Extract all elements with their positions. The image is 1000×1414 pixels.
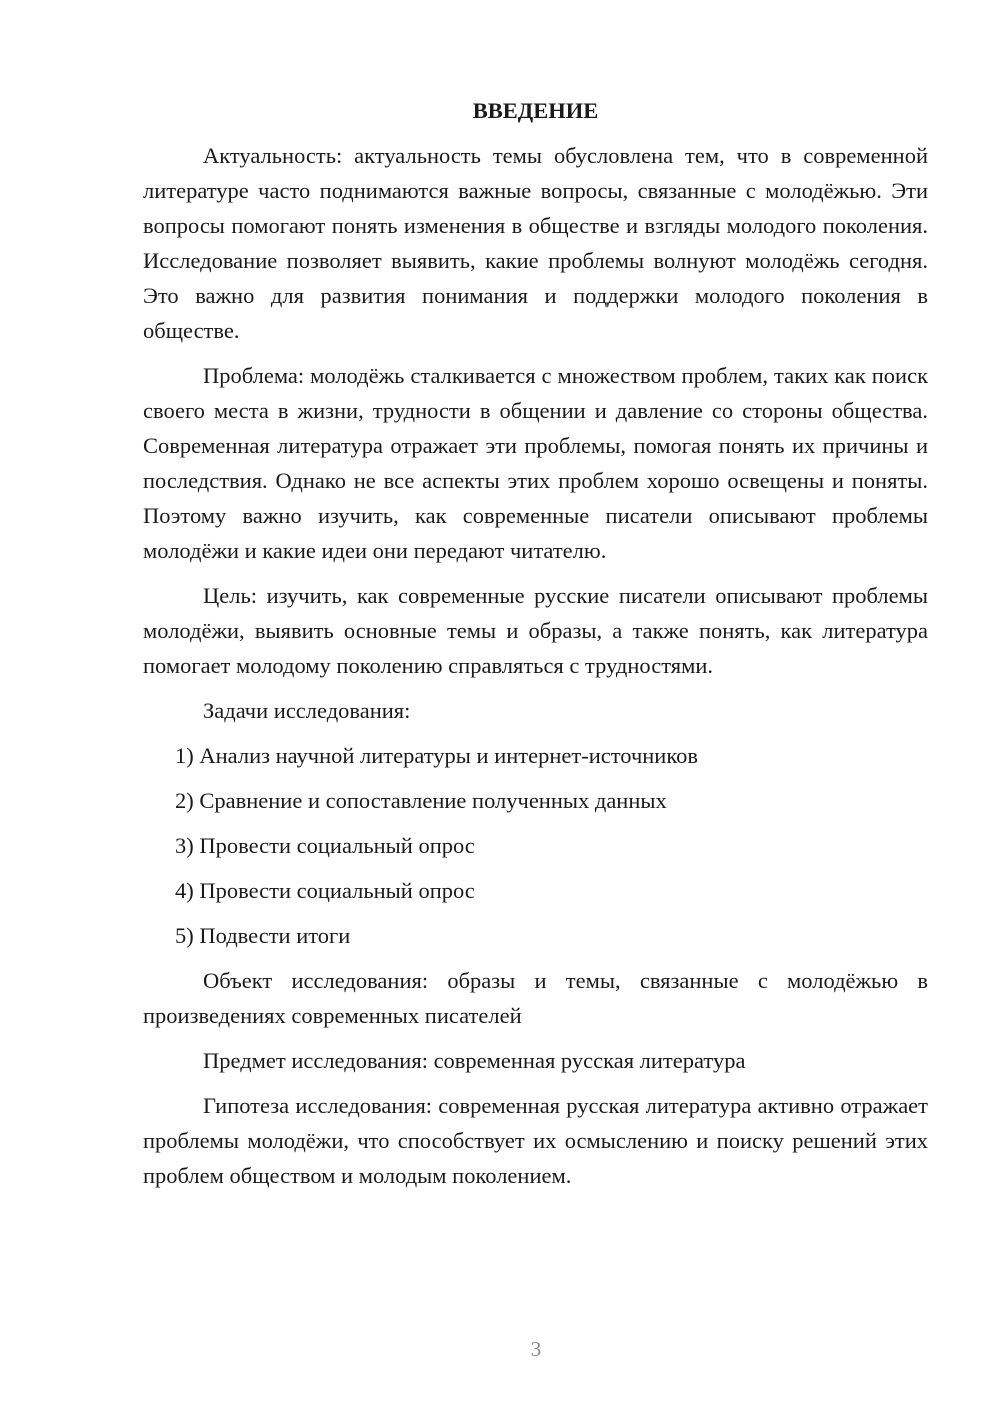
object-paragraph: Объект исследования: образы и темы, связанные с молодёжью в произведениях современных писателей bbox=[143, 968, 928, 1028]
tasks-list bbox=[143, 738, 928, 953]
task-item: 1) Анализ научной литературы и интернет-источников bbox=[175, 743, 699, 768]
goal-paragraph: Цель: изучить, как современные русские писатели описывают проблемы молодёжи, выявить основные темы и образы, а также понять, как литература помогает молодому поколению справляться с трудностями. bbox=[143, 583, 928, 678]
task-item: 5) Подвести итоги bbox=[175, 923, 351, 948]
task-item: 3) Провести социальный опрос bbox=[175, 833, 475, 858]
tasks-title: Задачи исследования: bbox=[203, 698, 411, 723]
section-heading: ВВЕДЕНИЕ bbox=[472, 98, 599, 123]
page-number: 3 bbox=[530, 1337, 542, 1361]
task-item: 2) Сравнение и сопоставление полученных данных bbox=[175, 788, 667, 813]
hypothesis-paragraph: Гипотеза исследования: современная русская литература активно отражает проблемы молодёжи, что способствует их осмыслению и поиску решений этих проблем обществом и молодым поколением. bbox=[143, 1093, 928, 1188]
task-item: 4) Провести социальный опрос bbox=[175, 878, 475, 903]
relevance-paragraph: Актуальность: актуальность темы обусловлена тем, что в современной литературе часто поднимаются важные вопросы, связанные с молодёжью. Эти вопросы помогают понять изменения в обществе и взгляды молодого поколения. Исследование позволяет выявить, какие проблемы волнуют молодёжь сегодня. Это важно для развития понимания и поддержки молодого поколения в обществе. bbox=[143, 143, 928, 343]
page-content bbox=[143, 93, 928, 1203]
problem-paragraph: Проблема: молодёжь сталкивается с множеством проблем, таких как поиск своего места в жизни, трудности в общении и давление со стороны общества. Современная литература отражает эти проблемы, помогая понять их причины и последствия. Однако не все аспекты этих проблем хорошо освещены и поняты. Поэтому важно изучить, как современные писатели описывают проблемы молодёжи и какие идеи они передают читателю. bbox=[143, 363, 928, 563]
subject-paragraph: Предмет исследования: современная русская литература bbox=[203, 1048, 746, 1073]
